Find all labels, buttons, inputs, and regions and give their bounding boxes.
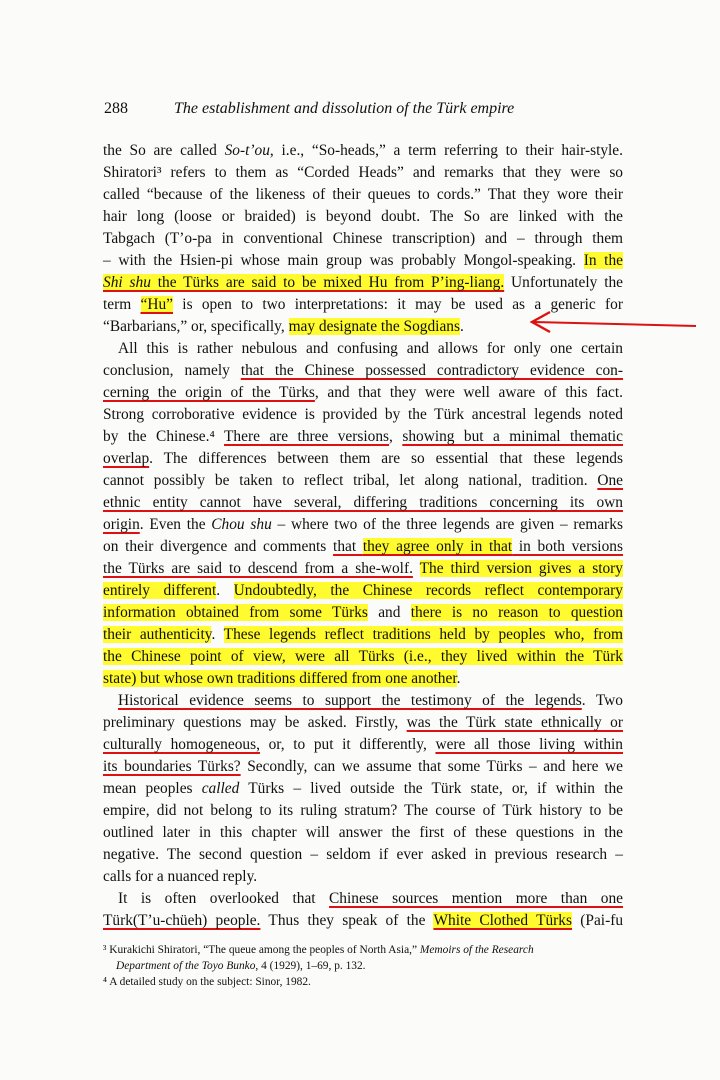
text-run: , i.e., “So-heads,” a term referring to their hair-style. — [269, 142, 623, 159]
text-run: overlap — [103, 450, 150, 467]
text-run: Chou shu — [211, 516, 272, 533]
highlighted-text: state) but whose own traditions differed from one another — [103, 670, 457, 687]
text-run: is open to two interpretations: it may be used as a generic for — [173, 296, 623, 313]
text-line — [118, 888, 623, 910]
text-run: “Barbarians,” or, specifically, — [103, 318, 289, 335]
text-run: ³ Kurakichi Shiratori, “The queue among the peoples of North Asia,” — [103, 944, 420, 956]
text-line — [103, 778, 623, 800]
text-line — [103, 602, 623, 624]
text-run: . — [459, 318, 464, 335]
text-run: called “because of the likeness of their queues to cords.” That they wore their — [103, 186, 623, 203]
page-number: 288 — [104, 100, 128, 117]
text-run: cerning the origin of the Türks — [103, 384, 315, 401]
text-run: Tabgach (T’o-pa in conventional Chinese transcription) and – through them — [103, 230, 623, 247]
text-line — [103, 448, 623, 470]
text-run: showing but a minimal thematic — [402, 428, 623, 445]
footnote-line — [103, 942, 623, 958]
text-run: outlined later in this chapter will answer the first of these questions in the — [103, 824, 623, 841]
text-run: . — [216, 582, 234, 599]
text-run: term — [103, 296, 141, 313]
running-title: The establishment and dissolution of the Türk empire — [174, 100, 515, 117]
text-line — [103, 536, 623, 558]
text-line — [103, 228, 623, 250]
text-run: by the Chinese.⁴ — [103, 428, 225, 445]
text-run: the So are called — [103, 142, 225, 159]
footnote-line — [116, 958, 636, 974]
text-line — [103, 206, 623, 228]
text-run: the Türks are said to descend from a she-wolf. — [103, 560, 413, 577]
text-run: culturally homogeneous, — [103, 736, 260, 753]
footnote-line — [103, 974, 623, 990]
text-line — [103, 360, 623, 382]
text-run: – where two of the three legends are given – remarks — [271, 516, 623, 533]
text-run: Chinese sources mention more than one — [329, 890, 624, 907]
text-line — [103, 140, 623, 162]
text-run: Historical evidence seems to support the testimony of the legends — [118, 692, 582, 709]
text-run: All this is rather nebulous and confusing and allows for only one certain — [118, 340, 623, 357]
text-run: preliminary questions may be asked. Firstly, — [103, 714, 407, 731]
text-run: . The differences between them are so essential that these legends — [149, 450, 623, 467]
text-run: empire, did not belong to its ruling stratum? The course of Türk history to be — [103, 802, 623, 819]
highlighted-text: These legends reflect traditions held by peoples who, from — [223, 626, 623, 643]
text-run: in both versions — [512, 538, 623, 555]
text-run: hair long (loose or braided) is beyond doubt. The So are linked with the — [103, 208, 623, 225]
text-line — [103, 514, 623, 536]
text-line — [103, 184, 623, 206]
text-line — [103, 734, 623, 756]
text-run: called — [201, 780, 240, 797]
text-line — [103, 382, 623, 404]
highlighted-text: “Hu” — [140, 296, 173, 313]
text-line — [103, 910, 623, 932]
text-run: its boundaries Türks? — [103, 758, 241, 775]
text-run: that the Chinese possessed contradictory evidence con- — [240, 362, 623, 379]
highlighted-text: there is no reason to question — [410, 604, 623, 621]
text-run: and — [367, 604, 411, 621]
text-run: that — [333, 538, 363, 555]
text-run: Strong corroborative evidence is provided by the Türk ancestral legends noted — [103, 406, 623, 423]
text-run: There are three versions — [224, 428, 390, 445]
text-run: ⁴ A detailed study on the subject: Sinor, 1982. — [103, 976, 311, 988]
text-line — [103, 866, 623, 888]
text-line — [103, 492, 623, 514]
text-run: cannot possibly be taken to reflect tribal, let along national, tradition. — [103, 472, 598, 489]
text-run: origin — [103, 516, 140, 533]
text-run: . Even the — [139, 516, 212, 533]
highlighted-text: may designate the Sogdians — [288, 318, 460, 335]
text-run: mean peoples — [103, 780, 202, 797]
text-run: on their divergence and comments — [103, 538, 334, 555]
text-run: ethnic entity cannot have several, differing traditions concerning its own — [103, 494, 623, 511]
text-run: conclusion, namely — [103, 362, 241, 379]
highlighted-text: White Clothed Türks — [433, 912, 572, 929]
text-run — [413, 560, 420, 577]
running-header — [104, 100, 624, 122]
text-run: . Two — [581, 692, 623, 709]
text-line — [103, 404, 623, 426]
text-line — [103, 844, 623, 866]
red-arrow-annotation — [528, 310, 698, 334]
text-run: Türks – lived outside the Türk state, or, if within the — [239, 780, 623, 797]
text-line — [103, 470, 623, 492]
text-line — [118, 338, 623, 360]
text-line — [103, 162, 623, 184]
text-run: , — [389, 428, 403, 445]
highlighted-text: In the — [583, 252, 623, 269]
highlighted-text: they agree only in that — [362, 538, 513, 555]
text-line — [103, 624, 623, 646]
text-run: Türk(T’u-chüeh) people. — [103, 912, 261, 929]
highlighted-text: Undoubtedly, the Chinese records reflect contemporary — [233, 582, 623, 599]
text-line — [103, 668, 623, 690]
highlighted-text: information obtained from some Türks — [103, 604, 368, 621]
text-run: calls for a nuanced reply. — [103, 868, 258, 885]
text-run: Unfortunately the — [504, 274, 623, 291]
text-line — [103, 646, 623, 668]
text-run: , and that they were well aware of this fact. — [314, 384, 623, 401]
text-line — [103, 426, 623, 448]
text-run: Department of the Toyo Bunko — [116, 960, 256, 972]
text-line — [103, 558, 623, 580]
text-run: Thus they speak of the — [260, 912, 434, 929]
text-line — [103, 800, 623, 822]
text-run: negative. The second question – seldom if ever asked in previous research – — [103, 846, 623, 863]
text-line — [118, 690, 623, 712]
text-line — [103, 250, 623, 272]
text-run: Memoirs of the Research — [419, 944, 534, 956]
highlighted-text: the Chinese point of view, were all Türks (i.e., they lived within the Türk — [103, 648, 623, 665]
highlighted-text: entirely different — [103, 582, 217, 599]
text-run: Secondly, can we assume that some Türks – and here we — [240, 758, 623, 775]
text-run: So-t’ou — [224, 142, 270, 159]
text-run: . — [456, 670, 461, 687]
highlighted-text: The third version gives a story — [419, 560, 623, 577]
highlighted-text: Shi shu — [103, 274, 151, 291]
highlighted-text: the Türks are said to be mixed Hu from P’ing-liang. — [150, 274, 505, 291]
highlighted-text: their authenticity — [103, 626, 212, 643]
text-line — [103, 580, 623, 602]
text-line — [103, 712, 623, 734]
text-line — [103, 272, 623, 294]
text-run: were all those living within — [435, 736, 623, 753]
text-run: One — [597, 472, 623, 489]
text-run: Shiratori³ refers to them as “Corded Heads” and remarks that they were so — [103, 164, 623, 181]
text-run: – with the Hsien-pi whose main group was probably Mongol-speaking. — [103, 252, 584, 269]
text-run: It is often overlooked that — [118, 890, 330, 907]
text-run: or, to put it differently, — [259, 736, 436, 753]
text-run: (Pai-fu — [572, 912, 624, 929]
text-run: was the Türk state ethnically or — [406, 714, 623, 731]
text-run: , 4 (1929), 1–69, p. 132. — [255, 960, 366, 972]
text-line — [103, 756, 623, 778]
text-run: . — [211, 626, 224, 643]
text-line — [103, 822, 623, 844]
